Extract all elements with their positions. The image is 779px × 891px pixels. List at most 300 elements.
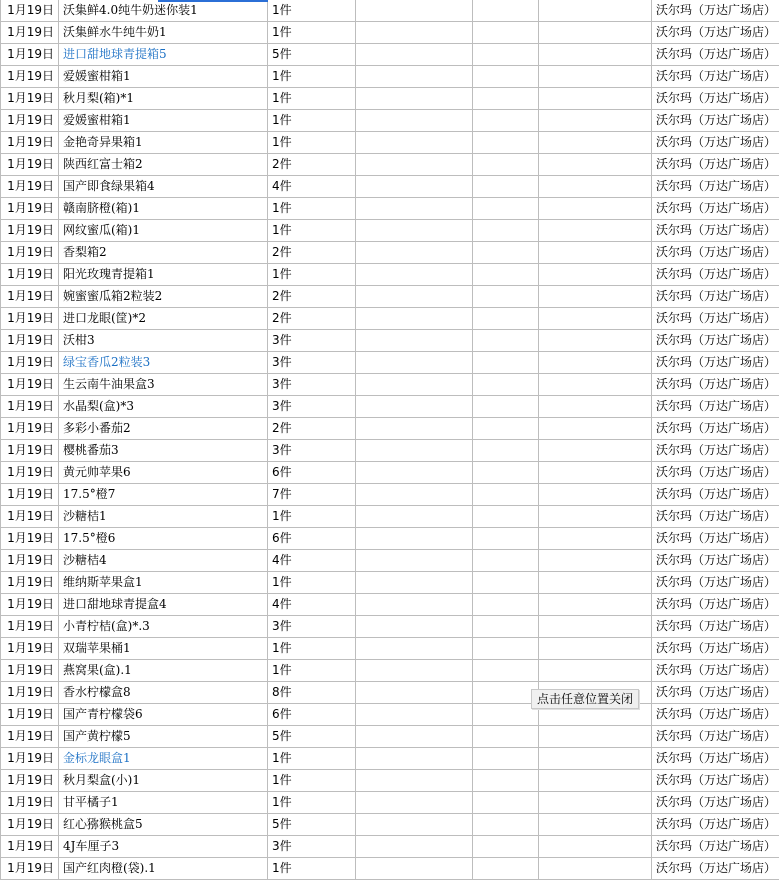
store-cell[interactable]: 沃尔玛（万达广场店） [652,440,779,462]
empty-cell[interactable] [356,176,473,198]
date-cell[interactable]: 1月19日 [1,638,59,660]
empty-cell[interactable] [356,154,473,176]
date-cell[interactable]: 1月19日 [1,704,59,726]
quantity-cell[interactable]: 2件 [268,242,356,264]
store-cell[interactable]: 沃尔玛（万达广场店） [652,792,779,814]
store-cell[interactable]: 沃尔玛（万达广场店） [652,286,779,308]
quantity-cell[interactable]: 1件 [268,88,356,110]
store-cell[interactable]: 沃尔玛（万达广场店） [652,352,779,374]
product-name-cell[interactable]: 沃集鲜水牛纯牛奶1 [59,22,268,44]
empty-cell[interactable] [473,770,539,792]
date-cell[interactable]: 1月19日 [1,44,59,66]
product-name-cell[interactable]: 国产即食绿果箱4 [59,176,268,198]
empty-cell[interactable] [539,814,652,836]
store-cell[interactable]: 沃尔玛（万达广场店） [652,814,779,836]
empty-cell[interactable] [473,858,539,880]
quantity-cell[interactable]: 6件 [268,462,356,484]
product-name-cell[interactable]: 17.5°橙6 [59,528,268,550]
store-cell[interactable]: 沃尔玛（万达广场店） [652,638,779,660]
product-name-cell[interactable]: 国产黄柠檬5 [59,726,268,748]
empty-cell[interactable] [539,198,652,220]
empty-cell[interactable] [473,396,539,418]
table-row [1,726,779,748]
date-cell[interactable]: 1月19日 [1,572,59,594]
empty-cell[interactable] [473,22,539,44]
empty-cell[interactable] [356,198,473,220]
empty-cell[interactable] [473,286,539,308]
date-cell[interactable]: 1月19日 [1,374,59,396]
product-name-cell[interactable]: 双瑞苹果桶1 [59,638,268,660]
quantity-cell[interactable]: 1件 [268,22,356,44]
quantity-cell[interactable]: 1件 [268,0,356,22]
date-cell[interactable]: 1月19日 [1,726,59,748]
quantity-cell[interactable]: 2件 [268,308,356,330]
product-name-cell[interactable]: 秋月梨(箱)*1 [59,88,268,110]
empty-cell[interactable] [539,462,652,484]
quantity-cell[interactable]: 2件 [268,418,356,440]
store-cell[interactable]: 沃尔玛（万达广场店） [652,704,779,726]
empty-cell[interactable] [356,110,473,132]
product-name-cell[interactable]: 沙糖桔1 [59,506,268,528]
store-cell[interactable]: 沃尔玛（万达广场店） [652,110,779,132]
table-row [1,44,779,66]
quantity-cell[interactable]: 1件 [268,792,356,814]
quantity-cell[interactable]: 5件 [268,814,356,836]
empty-cell[interactable] [539,770,652,792]
product-name-cell[interactable]: 沃集鲜4.0纯牛奶迷你装1 [59,0,268,22]
quantity-cell[interactable]: 5件 [268,44,356,66]
store-cell[interactable]: 沃尔玛（万达广场店） [652,396,779,418]
empty-cell[interactable] [356,726,473,748]
table-row [1,858,779,880]
store-cell[interactable]: 沃尔玛（万达广场店） [652,176,779,198]
product-name-cell[interactable]: 水晶梨(盒)*3 [59,396,268,418]
empty-cell[interactable] [356,396,473,418]
empty-cell[interactable] [473,242,539,264]
store-cell[interactable]: 沃尔玛（万达广场店） [652,550,779,572]
empty-cell[interactable] [473,0,539,22]
product-name-cell[interactable]: 进口龙眼(筐)*2 [59,308,268,330]
empty-cell[interactable] [473,220,539,242]
table-row [1,154,779,176]
date-cell[interactable]: 1月19日 [1,814,59,836]
empty-cell[interactable] [473,572,539,594]
product-name-cell[interactable]: 樱桃番茄3 [59,440,268,462]
date-cell[interactable]: 1月19日 [1,242,59,264]
product-name-cell[interactable]: 4J车厘子3 [59,836,268,858]
quantity-cell[interactable]: 3件 [268,330,356,352]
table-row [1,176,779,198]
empty-cell[interactable] [539,176,652,198]
empty-cell[interactable] [539,638,652,660]
empty-cell[interactable] [356,264,473,286]
quantity-cell[interactable]: 3件 [268,352,356,374]
empty-cell[interactable] [539,220,652,242]
empty-cell[interactable] [356,286,473,308]
quantity-cell[interactable]: 1件 [268,220,356,242]
empty-cell[interactable] [473,704,539,726]
table-row [1,22,779,44]
empty-cell[interactable] [539,792,652,814]
quantity-cell[interactable]: 4件 [268,176,356,198]
quantity-cell[interactable]: 1件 [268,506,356,528]
product-name-cell[interactable]: 阳光玫瑰青提箱1 [59,264,268,286]
empty-cell[interactable] [539,242,652,264]
empty-cell[interactable] [473,154,539,176]
date-cell[interactable]: 1月19日 [1,330,59,352]
empty-cell[interactable] [539,154,652,176]
empty-cell[interactable] [539,110,652,132]
empty-cell[interactable] [356,484,473,506]
table-row [1,132,779,154]
empty-cell[interactable] [356,748,473,770]
empty-cell[interactable] [356,352,473,374]
store-cell[interactable]: 沃尔玛（万达广场店） [652,528,779,550]
empty-cell[interactable] [356,44,473,66]
empty-cell[interactable] [356,858,473,880]
quantity-cell[interactable]: 2件 [268,286,356,308]
date-cell[interactable]: 1月19日 [1,792,59,814]
product-name-cell[interactable]: 金艳奇异果箱1 [59,132,268,154]
empty-cell[interactable] [539,88,652,110]
store-cell[interactable]: 沃尔玛（万达广场店） [652,660,779,682]
empty-cell[interactable] [539,132,652,154]
store-cell[interactable]: 沃尔玛（万达广场店） [652,770,779,792]
product-name-cell[interactable]: 维纳斯苹果盒1 [59,572,268,594]
table-row [1,374,779,396]
empty-cell[interactable] [473,792,539,814]
empty-cell[interactable] [473,132,539,154]
empty-cell[interactable] [473,484,539,506]
empty-cell[interactable] [539,352,652,374]
empty-cell[interactable] [356,220,473,242]
date-cell[interactable]: 1月19日 [1,264,59,286]
table-body [1,0,779,880]
product-name-cell[interactable]: 绿宝香瓜2粒装3 [59,352,268,374]
store-cell[interactable]: 沃尔玛（万达广场店） [652,462,779,484]
date-cell[interactable]: 1月19日 [1,594,59,616]
quantity-cell[interactable]: 1件 [268,198,356,220]
date-cell[interactable]: 1月19日 [1,858,59,880]
empty-cell[interactable] [356,814,473,836]
table-row [1,440,779,462]
empty-cell[interactable] [539,726,652,748]
empty-cell[interactable] [539,506,652,528]
empty-cell[interactable] [356,66,473,88]
product-name-cell[interactable]: 沃柑3 [59,330,268,352]
empty-cell[interactable] [473,264,539,286]
store-cell[interactable]: 沃尔玛（万达广场店） [652,22,779,44]
quantity-cell[interactable]: 8件 [268,682,356,704]
product-name-cell[interactable]: 香水柠檬盒8 [59,682,268,704]
product-name-cell[interactable]: 进口甜地球青提盒4 [59,594,268,616]
empty-cell[interactable] [356,308,473,330]
empty-cell[interactable] [473,440,539,462]
date-cell[interactable]: 1月19日 [1,308,59,330]
store-cell[interactable]: 沃尔玛（万达广场店） [652,418,779,440]
empty-cell[interactable] [473,726,539,748]
empty-cell[interactable] [539,418,652,440]
table-row [1,682,779,704]
date-cell[interactable]: 1月19日 [1,22,59,44]
date-cell[interactable]: 1月19日 [1,198,59,220]
empty-cell[interactable] [539,22,652,44]
empty-cell[interactable] [356,418,473,440]
table-row [1,352,779,374]
store-cell[interactable]: 沃尔玛（万达广场店） [652,154,779,176]
date-cell[interactable]: 1月19日 [1,176,59,198]
product-name-cell[interactable]: 小青柠桔(盒)*.3 [59,616,268,638]
product-name-cell[interactable]: 燕窝果(盒).1 [59,660,268,682]
store-cell[interactable]: 沃尔玛（万达广场店） [652,132,779,154]
product-name-cell[interactable]: 生云南牛油果盒3 [59,374,268,396]
empty-cell[interactable] [473,374,539,396]
close-tooltip-button[interactable]: 点击任意位置关闭 [531,689,639,709]
empty-cell[interactable] [539,594,652,616]
empty-cell[interactable] [539,484,652,506]
date-cell[interactable]: 1月19日 [1,352,59,374]
table-row [1,308,779,330]
quantity-cell[interactable]: 7件 [268,484,356,506]
product-name-cell[interactable]: 国产青柠檬袋6 [59,704,268,726]
empty-cell[interactable] [539,308,652,330]
empty-cell[interactable] [473,176,539,198]
empty-cell[interactable] [356,792,473,814]
quantity-cell[interactable]: 4件 [268,594,356,616]
empty-cell[interactable] [473,110,539,132]
empty-cell[interactable] [539,660,652,682]
empty-cell[interactable] [356,242,473,264]
quantity-cell[interactable]: 3件 [268,396,356,418]
store-cell[interactable]: 沃尔玛（万达广场店） [652,44,779,66]
product-name-cell[interactable]: 香梨箱2 [59,242,268,264]
empty-cell[interactable] [539,374,652,396]
quantity-cell[interactable]: 2件 [268,154,356,176]
date-cell[interactable]: 1月19日 [1,660,59,682]
empty-cell[interactable] [539,0,652,22]
store-cell[interactable]: 沃尔玛（万达广场店） [652,858,779,880]
date-cell[interactable]: 1月19日 [1,462,59,484]
date-cell[interactable]: 1月19日 [1,770,59,792]
product-name-cell[interactable]: 爱媛蜜柑箱1 [59,66,268,88]
store-cell[interactable]: 沃尔玛（万达广场店） [652,682,779,704]
empty-cell[interactable] [539,858,652,880]
date-cell[interactable]: 1月19日 [1,88,59,110]
empty-cell[interactable] [473,198,539,220]
table-row [1,330,779,352]
store-cell[interactable]: 沃尔玛（万达广场店） [652,330,779,352]
date-cell[interactable]: 1月19日 [1,506,59,528]
empty-cell[interactable] [356,88,473,110]
quantity-cell[interactable]: 1件 [268,572,356,594]
empty-cell[interactable] [356,374,473,396]
empty-cell[interactable] [539,66,652,88]
empty-cell[interactable] [356,682,473,704]
date-cell[interactable]: 1月19日 [1,550,59,572]
empty-cell[interactable] [356,550,473,572]
product-name-cell[interactable]: 红心猕猴桃盒5 [59,814,268,836]
date-cell[interactable]: 1月19日 [1,836,59,858]
quantity-cell[interactable]: 1件 [268,770,356,792]
date-cell[interactable]: 1月19日 [1,220,59,242]
product-name-cell[interactable]: 爱媛蜜柑箱1 [59,110,268,132]
date-cell[interactable]: 1月19日 [1,418,59,440]
product-name-cell[interactable]: 黄元帅苹果6 [59,462,268,484]
store-cell[interactable]: 沃尔玛（万达广场店） [652,242,779,264]
date-cell[interactable]: 1月19日 [1,154,59,176]
date-cell[interactable]: 1月19日 [1,396,59,418]
date-cell[interactable]: 1月19日 [1,528,59,550]
quantity-cell[interactable]: 1件 [268,660,356,682]
quantity-cell[interactable]: 1件 [268,110,356,132]
empty-cell[interactable] [473,616,539,638]
product-name-cell[interactable]: 多彩小番茄2 [59,418,268,440]
empty-cell[interactable] [473,308,539,330]
empty-cell[interactable] [473,352,539,374]
empty-cell[interactable] [539,550,652,572]
product-name-cell[interactable]: 进口甜地球青提箱5 [59,44,268,66]
empty-cell[interactable] [539,330,652,352]
empty-cell[interactable] [473,550,539,572]
store-cell[interactable]: 沃尔玛（万达广场店） [652,308,779,330]
store-cell[interactable]: 沃尔玛（万达广场店） [652,264,779,286]
quantity-cell[interactable]: 3件 [268,616,356,638]
empty-cell[interactable] [356,462,473,484]
store-cell[interactable]: 沃尔玛（万达广场店） [652,836,779,858]
empty-cell[interactable] [356,638,473,660]
empty-cell[interactable] [473,506,539,528]
store-cell[interactable]: 沃尔玛（万达广场店） [652,374,779,396]
table-row [1,770,779,792]
table-row [1,638,779,660]
quantity-cell[interactable]: 6件 [268,528,356,550]
quantity-cell[interactable]: 1件 [268,66,356,88]
quantity-cell[interactable]: 5件 [268,726,356,748]
empty-cell[interactable] [356,0,473,22]
empty-cell[interactable] [473,418,539,440]
empty-cell[interactable] [356,132,473,154]
empty-cell[interactable] [539,528,652,550]
store-cell[interactable]: 沃尔玛（万达广场店） [652,572,779,594]
date-cell[interactable]: 1月19日 [1,286,59,308]
empty-cell[interactable] [473,638,539,660]
product-name-cell[interactable]: 网纹蜜瓜(箱)1 [59,220,268,242]
store-cell[interactable]: 沃尔玛（万达广场店） [652,616,779,638]
empty-cell[interactable] [356,22,473,44]
empty-cell[interactable] [356,770,473,792]
store-cell[interactable]: 沃尔玛（万达广场店） [652,220,779,242]
table-row [1,506,779,528]
empty-cell[interactable] [356,616,473,638]
quantity-cell[interactable]: 6件 [268,704,356,726]
store-cell[interactable]: 沃尔玛（万达广场店） [652,506,779,528]
empty-cell[interactable] [356,704,473,726]
store-cell[interactable]: 沃尔玛（万达广场店） [652,66,779,88]
empty-cell[interactable] [473,836,539,858]
empty-cell[interactable] [356,506,473,528]
date-cell[interactable]: 1月19日 [1,484,59,506]
empty-cell[interactable] [539,396,652,418]
empty-cell[interactable] [539,616,652,638]
store-cell[interactable]: 沃尔玛（万达广场店） [652,198,779,220]
quantity-cell[interactable]: 1件 [268,638,356,660]
empty-cell[interactable] [473,66,539,88]
product-name-cell[interactable]: 沙糖桔4 [59,550,268,572]
quantity-cell[interactable]: 3件 [268,374,356,396]
empty-cell[interactable] [473,330,539,352]
empty-cell[interactable] [473,682,539,704]
empty-cell[interactable] [473,528,539,550]
empty-cell[interactable] [473,814,539,836]
quantity-cell[interactable]: 1件 [268,132,356,154]
empty-cell[interactable] [356,836,473,858]
date-cell[interactable]: 1月19日 [1,440,59,462]
empty-cell[interactable] [473,44,539,66]
empty-cell[interactable] [539,836,652,858]
table-row [1,462,779,484]
date-cell[interactable]: 1月19日 [1,748,59,770]
product-name-cell[interactable]: 17.5°橙7 [59,484,268,506]
empty-cell[interactable] [473,660,539,682]
product-name-cell[interactable]: 陕西红富士箱2 [59,154,268,176]
empty-cell[interactable] [539,572,652,594]
date-cell[interactable]: 1月19日 [1,682,59,704]
table-row [1,484,779,506]
store-cell[interactable]: 沃尔玛（万达广场店） [652,594,779,616]
product-name-cell[interactable]: 赣南脐橙(箱)1 [59,198,268,220]
empty-cell[interactable] [473,462,539,484]
product-name-cell[interactable]: 国产红肉橙(袋).1 [59,858,268,880]
empty-cell[interactable] [473,594,539,616]
empty-cell[interactable] [356,660,473,682]
table-row [1,396,779,418]
empty-cell[interactable] [539,44,652,66]
table-row [1,704,779,726]
quantity-cell[interactable]: 3件 [268,440,356,462]
quantity-cell[interactable]: 1件 [268,858,356,880]
store-cell[interactable]: 沃尔玛（万达广场店） [652,484,779,506]
empty-cell[interactable] [473,88,539,110]
date-cell[interactable]: 1月19日 [1,616,59,638]
quantity-cell[interactable]: 3件 [268,836,356,858]
empty-cell[interactable] [473,748,539,770]
product-name-cell[interactable]: 甘平橘子1 [59,792,268,814]
empty-cell[interactable] [356,440,473,462]
empty-cell[interactable] [356,572,473,594]
store-cell[interactable]: 沃尔玛（万达广场店） [652,726,779,748]
empty-cell[interactable] [539,748,652,770]
empty-cell[interactable] [539,440,652,462]
quantity-cell[interactable]: 1件 [268,264,356,286]
date-cell[interactable]: 1月19日 [1,132,59,154]
store-cell[interactable]: 沃尔玛（万达广场店） [652,88,779,110]
date-cell[interactable]: 1月19日 [1,0,59,22]
product-name-cell[interactable]: 金标龙眼盒1 [59,748,268,770]
quantity-cell[interactable]: 1件 [268,748,356,770]
empty-cell[interactable] [539,264,652,286]
store-cell[interactable]: 沃尔玛（万达广场店） [652,0,779,22]
store-cell[interactable]: 沃尔玛（万达广场店） [652,748,779,770]
date-cell[interactable]: 1月19日 [1,66,59,88]
empty-cell[interactable] [356,330,473,352]
quantity-cell[interactable]: 4件 [268,550,356,572]
empty-cell[interactable] [356,528,473,550]
product-name-cell[interactable]: 秋月梨盒(小)1 [59,770,268,792]
date-cell[interactable]: 1月19日 [1,110,59,132]
product-name-cell[interactable]: 婉蜜蜜瓜箱2粒装2 [59,286,268,308]
empty-cell[interactable] [539,286,652,308]
empty-cell[interactable] [356,594,473,616]
